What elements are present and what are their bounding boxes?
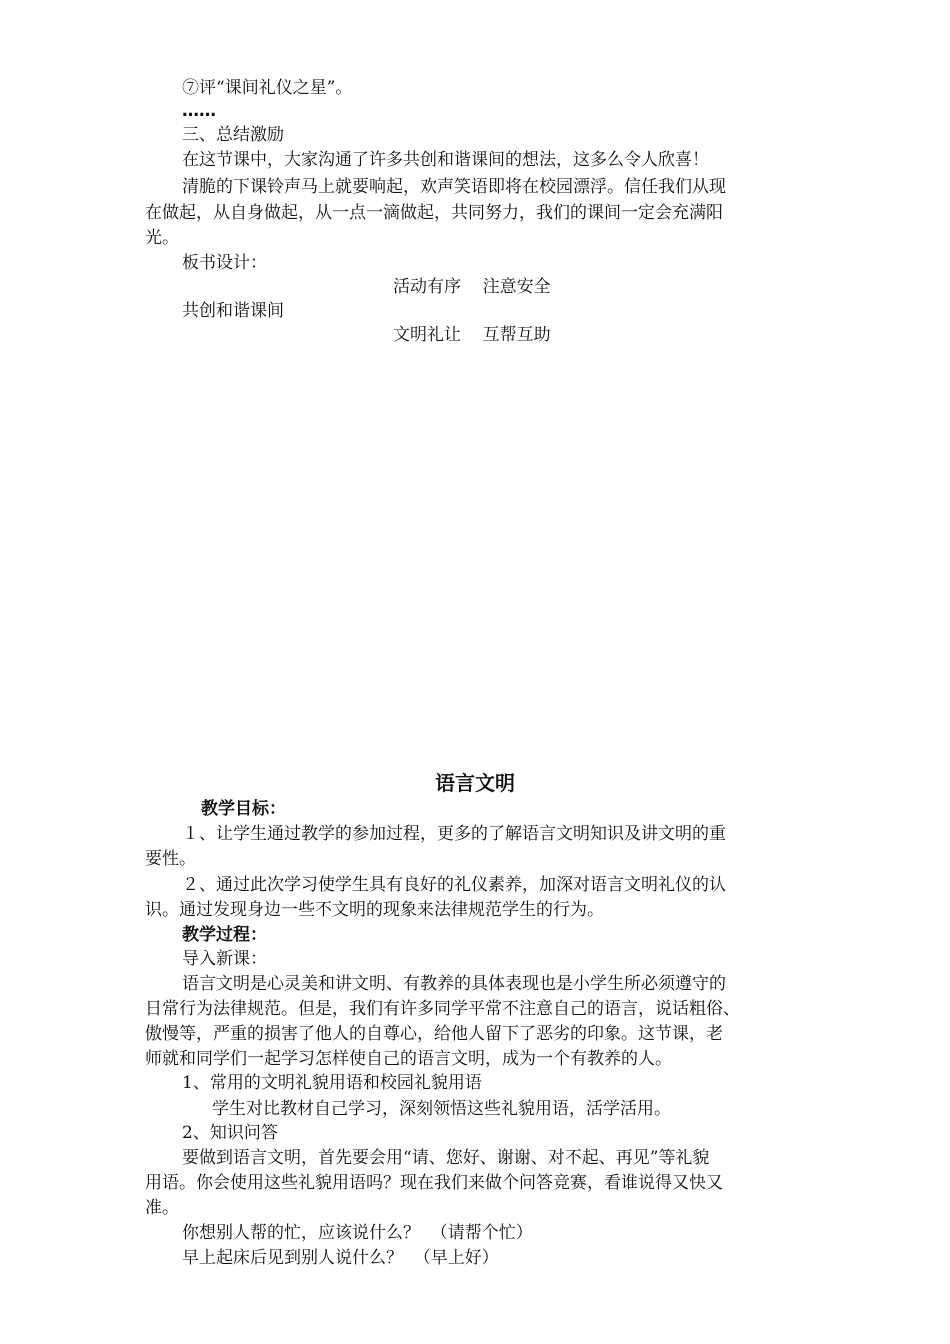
board-line-bottom: 文明礼让 互帮互助 — [393, 325, 551, 345]
step-2-heading: 2、知识问答 — [182, 1123, 278, 1143]
step-2-line: 要做到语言文明，首先要会用“请、您好、谢谢、对不起、再见”等礼貌 — [182, 1148, 710, 1168]
question-1: 你想别人帮的忙，应该说什么？ （请帮个忙） — [182, 1223, 533, 1243]
ellipsis: …… — [182, 101, 216, 121]
goal-1-line: １、让学生通过教学的参加过程，更多的了解语言文明知识及讲文明的重 — [182, 824, 726, 844]
paragraph-line: 在做起，从自身做起，从一点一滴做起，共同努力，我们的课间一定会充满阳 — [145, 203, 723, 223]
goals-heading: 教学目标： — [201, 799, 286, 819]
paragraph: 在这节课中，大家沟通了许多共创和谐课间的想法，这多么令人欣喜！ — [182, 150, 709, 170]
process-heading: 教学过程： — [182, 925, 267, 945]
intro-line: 傲慢等，严重的损害了他人的自尊心，给他人留下了恶劣的印象。这节课，老 — [145, 1024, 723, 1044]
list-item-7: ⑦评“课间礼仪之星”。 — [182, 78, 353, 98]
board-design-label: 板书设计： — [182, 253, 267, 273]
step-1-heading: 1、常用的文明礼貌用语和校园礼貌用语 — [182, 1073, 482, 1093]
goal-1-line: 要性。 — [145, 849, 196, 869]
question-2: 早上起床后见到别人说什么？ （早上好） — [182, 1248, 499, 1268]
intro-line: 语言文明是心灵美和讲文明、有教养的具体表现也是小学生所必须遵守的 — [182, 974, 726, 994]
intro-line: 日常行为法律规范。但是，我们有许多同学平常不注意自己的语言，说话粗俗、 — [145, 999, 740, 1019]
intro-heading: 导入新课： — [182, 949, 267, 969]
paragraph-line: 清脆的下课铃声马上就要响起，欢声笑语即将在校园漂浮。信任我们从现 — [182, 177, 726, 197]
step-1-detail: 学生对比教材自己学习，深刻领悟这些礼貌用语，活学活用。 — [212, 1099, 671, 1119]
intro-line: 师就和同学们一起学习怎样使自己的语言文明，成为一个有教养的人。 — [145, 1049, 672, 1069]
board-center: 共创和谐课间 — [182, 301, 284, 321]
page-title: 语言文明 — [435, 771, 515, 795]
goal-2-line: ２、通过此次学习使学生具有良好的礼仪素养，加深对语言文明礼仪的认 — [182, 875, 726, 895]
section-heading: 三、总结激励 — [182, 125, 284, 145]
paragraph-line: 光。 — [145, 228, 179, 248]
step-2-line: 准。 — [145, 1198, 179, 1218]
goal-2-line: 识。通过发现身边一些不文明的现象来法律规范学生的行为。 — [145, 900, 604, 920]
step-2-line: 用语。你会使用这些礼貌用语吗？现在我们来做个问答竞赛，看谁说得又快又 — [145, 1173, 723, 1193]
board-line-top: 活动有序 注意安全 — [393, 277, 551, 297]
